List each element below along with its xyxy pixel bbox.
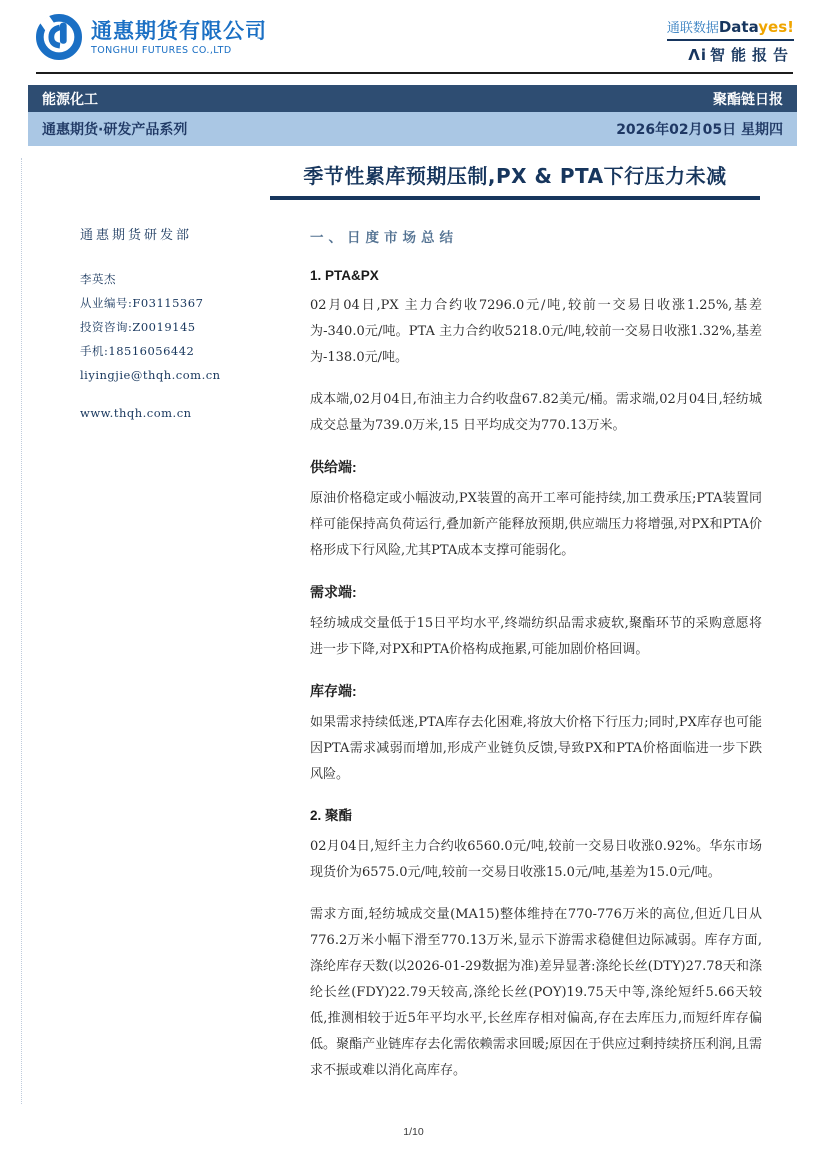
datayes-cn-label: 通联数据 (666, 21, 719, 36)
header-rule (36, 72, 793, 74)
masthead (36, 14, 794, 65)
datayes-brand (667, 20, 794, 65)
company-brand (36, 14, 267, 60)
company-website: www.thqh.com.cn (80, 406, 192, 420)
content-paragraph: 原油价格稳定或小幅波动,PX装置的高开工率可能持续,加工费承压;PTA装置同样可能保持高负荷运行,叠加新产能释放预期,供应端压力将增强,对PX和PTA价格形成下行风险,尤其PTA成本支撑可能弱化。 (310, 491, 762, 558)
content-paragraph: 02月04日,PX 主力合约收7296.0元/吨,较前一交易日收涨1.25%,基差为-340.0元/吨。PTA 主力合约收5218.0元/吨,较前一交易日收涨1.32%,基差为-138.0元/吨。 (310, 298, 762, 365)
datayes-logo (667, 20, 794, 36)
author-contact-line: 投资咨询:Z0019145 (80, 320, 196, 334)
content-heading: 1. PTA&PX (310, 268, 379, 283)
title-rule (270, 196, 760, 200)
content-heading: 2. 聚酯 (310, 808, 353, 823)
author-lines (80, 273, 290, 381)
author-contact-line: liyingjie@thqh.com.cn (80, 368, 221, 382)
author-panel (80, 224, 290, 420)
brand-text (91, 19, 267, 56)
company-name-en: TONGHUI FUTURES CO.,LTD (91, 44, 232, 56)
datayes-word: Data (718, 18, 759, 36)
series-banner (28, 112, 797, 146)
content-paragraph: 需求方面,轻纺城成交量(MA15)整体维持在770-776万米的高位,但近几日从776.2万米小幅下滑至770.13万米,显示下游需求稳健但边际减弱。库存方面,涤纶库存天数(以2026-01-29数据为准)差异显著:涤纶长丝(DTY)27.78天和涤纶长丝(FDY)22.79天较高,涤纶长丝(POY)19.75天中等,涤纶短纤5.66天较低,推测相较于近5年平均水平,长丝库存相对偏高,存在去库压力,而短纤库存偏低。聚酯产业链库存去化需依赖需求回暖;原因在于供应过剩持续挤压利润,且需求不振或难以消化高库存。 (310, 907, 762, 1078)
content-subheading: 供给端: (310, 459, 357, 475)
report-date: 2026年02月05日 星期四 (616, 122, 783, 138)
content-paragraph: 轻纺城成交量低于15日平均水平,终端纺织品需求疲软,聚酯环节的采购意愿将进一步下降,对PX和PTA价格构成拖累,可能加剧价格回调。 (310, 616, 762, 657)
report-title: 季节性累库预期压制,PX & PTA下行压力未减 (303, 164, 727, 188)
content-paragraph: 成本端,02月04日,布油主力合约收盘67.82美元/桶。需求端,02月04日,轻纺城成交总量为739.0万米,15 日平均成交为770.13万米。 (310, 392, 762, 433)
report-body (310, 226, 762, 1100)
author-contact-line: 李英杰 (80, 272, 116, 286)
content-paragraph: 02月04日,短纤主力合约收6560.0元/吨,较前一交易日收涨0.92%。华东市场现货价为6575.0元/吨,较前一交易日收涨15.0元/吨,基差为15.0元/吨。 (310, 839, 762, 880)
ai-mark: Λi (688, 46, 707, 64)
datayes-divider (667, 39, 794, 41)
company-name-cn: 通惠期货有限公司 (91, 18, 267, 43)
ai-report-text: 智能报告 (709, 46, 794, 64)
content-paragraph: 如果需求持续低迷,PTA库存去化困难,将放大价格下行压力;同时,PX库存也可能因PTA需求减弱而增加,形成产业链负反馈,导致PX和PTA价格面临进一步下跌风险。 (310, 715, 762, 782)
tonghui-logo-icon (36, 14, 82, 60)
content-blocks (310, 268, 762, 1084)
author-contact-line: 手机:18516056442 (80, 344, 195, 358)
series-label: 通惠期货·研发产品系列 (42, 122, 188, 138)
page-indicator: 1/10 (403, 1126, 424, 1138)
ai-report-label (667, 44, 794, 65)
category-label: 能源化工 (42, 91, 98, 108)
content-subheading: 需求端: (310, 584, 357, 600)
author-department: 通惠期货研发部 (80, 228, 193, 243)
report-type-label: 聚酯链日报 (713, 91, 783, 108)
datayes-yes: yes! (758, 18, 794, 36)
left-margin-dotted-line (21, 158, 22, 1104)
author-contact-line: 从业编号:F03115367 (80, 296, 204, 310)
section-heading: 一、日度市场总结 (310, 230, 458, 246)
content-subheading: 库存端: (310, 683, 357, 699)
page-footer (0, 1120, 827, 1139)
category-banner (28, 85, 797, 112)
